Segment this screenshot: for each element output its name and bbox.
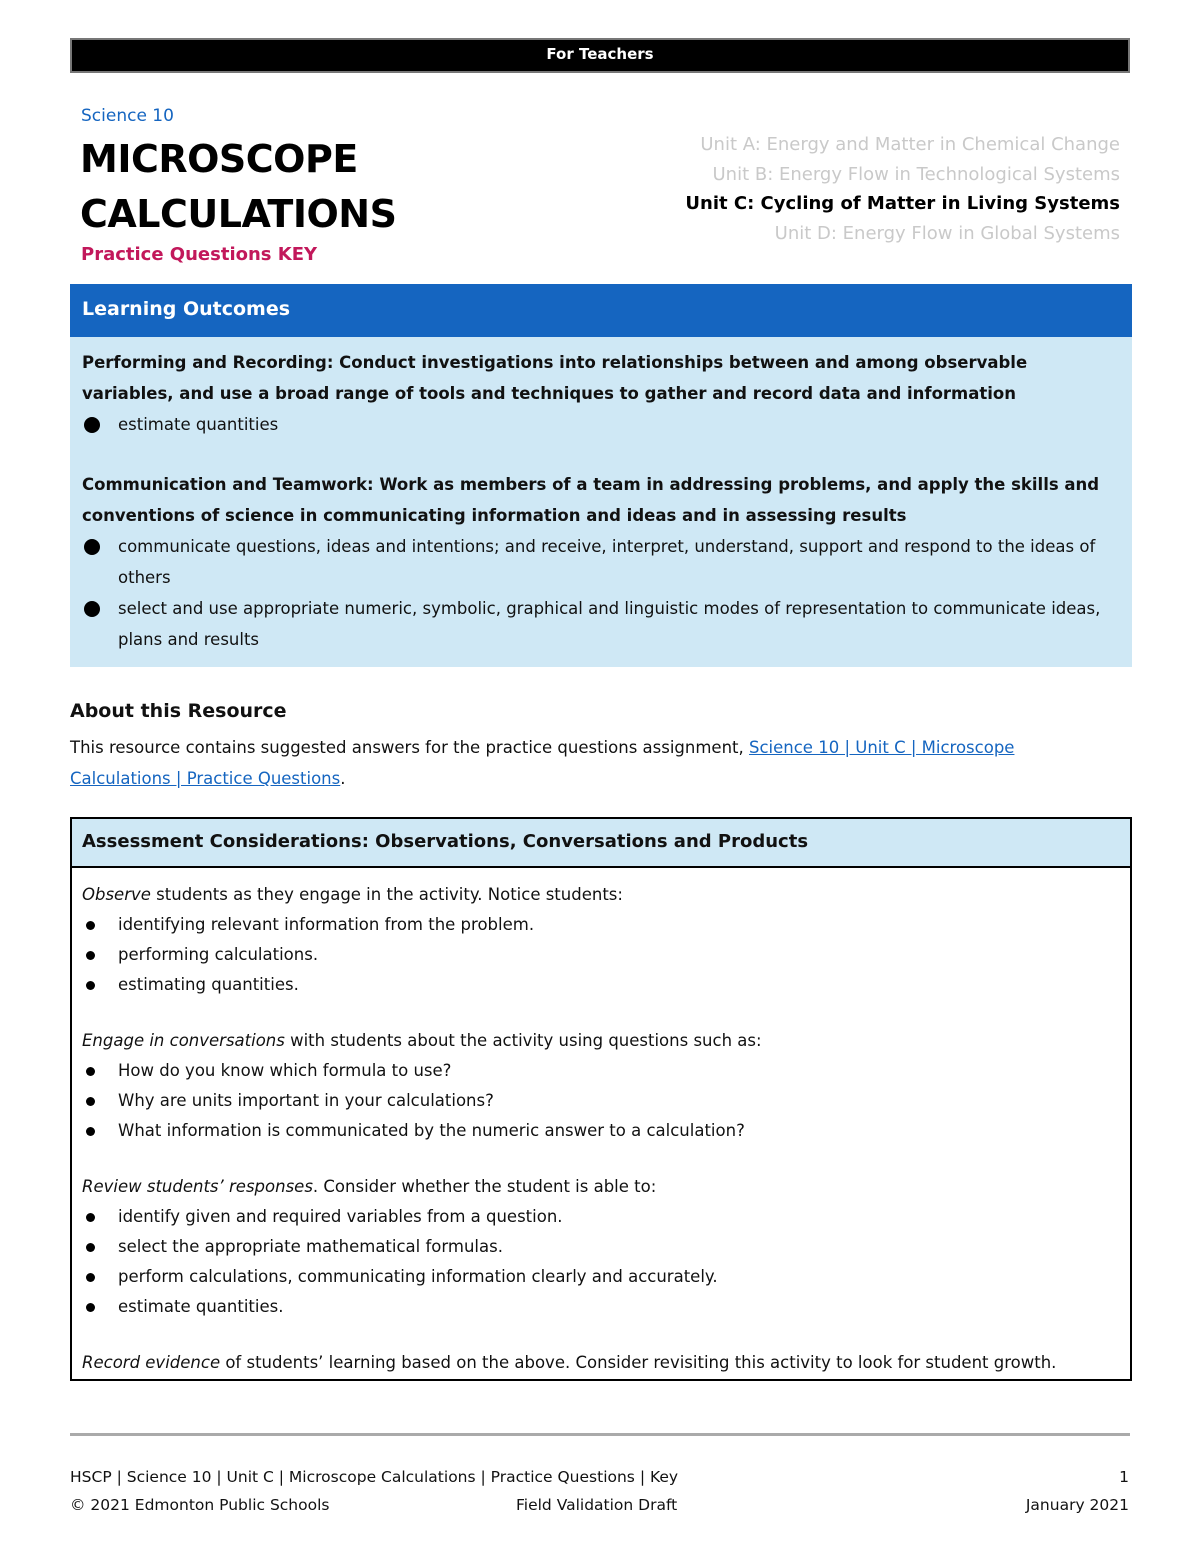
- title-line-2: CALCULATIONS: [80, 192, 397, 236]
- footer-doc-path: HSCP | Science 10 | Unit C | Microscope Calculations | Practice Questions | Key: [70, 1468, 679, 1486]
- footer-copyright: © 2021 Edmonton Public Schools: [70, 1496, 330, 1514]
- outcome-group-heading: Communication and Teamwork: Work as members of a team in addressing problems, and apply the skills and conventions of science in communicating information and ideas and in assessing results: [82, 475, 1100, 525]
- for-teachers-banner: For Teachers: [70, 38, 1130, 73]
- about-paragraph: [70, 732, 1120, 794]
- converse-intro: [82, 1026, 1120, 1056]
- footer-date: January 2021: [1025, 1496, 1129, 1514]
- footer-page-number: 1: [1119, 1468, 1129, 1486]
- record-rest: of students’ learning based on the above. Consider revisiting this activity to look for student growth.: [220, 1353, 1057, 1372]
- list-item-text: performing calculations.: [118, 945, 319, 964]
- record-note: [82, 1348, 1120, 1378]
- list-item-text: What information is communicated by the numeric answer to a calculation?: [118, 1121, 745, 1140]
- list-item: [82, 1262, 1120, 1292]
- page-subtitle: Practice Questions KEY: [81, 244, 318, 265]
- about-end: .: [340, 769, 346, 788]
- unit-list: [685, 130, 1120, 248]
- unit-a: Unit A: Energy and Matter in Chemical Change: [700, 134, 1120, 155]
- outcome-item: [82, 409, 1118, 440]
- converse-lead: Engage in conversations: [82, 1031, 285, 1050]
- list-item: [82, 1202, 1120, 1232]
- assessment-heading: Assessment Considerations: Observations, Conversations and Products: [72, 819, 1130, 868]
- list-item-text: estimate quantities.: [118, 1297, 284, 1316]
- list-item: [82, 970, 1120, 1000]
- list-item-text: identify given and required variables from a question.: [118, 1207, 563, 1226]
- course-label: Science 10: [81, 106, 174, 126]
- review-lead: Review students’ responses: [82, 1177, 313, 1196]
- outcome-item: [82, 531, 1118, 593]
- bullet-icon: [86, 1067, 95, 1076]
- bullet-icon: [86, 1097, 95, 1106]
- bullet-icon: [86, 1303, 95, 1312]
- bullet-icon: [86, 1213, 95, 1222]
- unit-c-current: Unit C: Cycling of Matter in Living Systems: [685, 193, 1120, 214]
- bullet-icon: [84, 417, 100, 433]
- list-item: [82, 1232, 1120, 1262]
- outcome-item: [82, 593, 1118, 655]
- learning-outcomes-panel: [70, 337, 1132, 667]
- unit-d: Unit D: Energy Flow in Global Systems: [774, 222, 1120, 244]
- footer-status: Field Validation Draft: [516, 1496, 678, 1514]
- list-item: [82, 1056, 1120, 1086]
- assessment-box: [70, 817, 1132, 1381]
- list-item-text: How do you know which formula to use?: [118, 1061, 452, 1080]
- title-line-1: MICROSCOPE: [80, 137, 358, 181]
- assessment-body: [72, 868, 1130, 1378]
- bullet-icon: [84, 601, 100, 617]
- list-item: [82, 1086, 1120, 1116]
- observe-intro: [82, 880, 1120, 910]
- practice-questions-link[interactable]: Science 10 | Unit C | Microscope Calculations | Practice Questions: [70, 738, 1015, 788]
- about-text: This resource contains suggested answers for the practice questions assignment,: [70, 738, 749, 757]
- page-title: [80, 132, 396, 242]
- list-item: [82, 1292, 1120, 1322]
- bullet-icon: [86, 1273, 95, 1282]
- bullet-icon: [86, 1127, 95, 1136]
- list-item-text: select the appropriate mathematical formulas.: [118, 1237, 503, 1256]
- list-item-text: perform calculations, communicating information clearly and accurately.: [118, 1267, 718, 1286]
- unit-b: Unit B: Energy Flow in Technological Systems: [712, 163, 1120, 185]
- observe-lead: Observe: [82, 885, 151, 904]
- learning-outcomes-heading: Learning Outcomes: [70, 284, 1132, 337]
- record-lead: Record evidence: [82, 1353, 221, 1372]
- bullet-icon: [86, 951, 95, 960]
- outcome-item-text: select and use appropriate numeric, symbolic, graphical and linguistic modes of representation to communicate ideas, plans and results: [118, 599, 1101, 649]
- list-item-text: identifying relevant information from the problem.: [118, 915, 535, 934]
- outcome-item-text: estimate quantities: [118, 415, 279, 434]
- bullet-icon: [84, 539, 100, 555]
- outcome-item-text: communicate questions, ideas and intentions; and receive, interpret, understand, support and respond to the ideas of others: [118, 537, 1096, 587]
- list-item: [82, 1116, 1120, 1146]
- outcome-group-heading: Performing and Recording: Conduct investigations into relationships between and among observable variables, and use a broad range of tools and techniques to gather and record data and information: [82, 353, 1028, 403]
- about-heading: About this Resource: [70, 700, 287, 722]
- list-item: [82, 940, 1120, 970]
- bullet-icon: [86, 921, 95, 930]
- review-rest: . Consider whether the student is able to:: [312, 1177, 657, 1196]
- footer-divider: [70, 1433, 1130, 1436]
- bullet-icon: [86, 981, 95, 990]
- bullet-icon: [86, 1243, 95, 1252]
- list-item: [82, 910, 1120, 940]
- converse-rest: with students about the activity using questions such as:: [284, 1031, 762, 1050]
- list-item-text: Why are units important in your calculations?: [118, 1091, 494, 1110]
- review-intro: [82, 1172, 1120, 1202]
- observe-rest: students as they engage in the activity. Notice students:: [150, 885, 623, 904]
- list-item-text: estimating quantities.: [118, 975, 299, 994]
